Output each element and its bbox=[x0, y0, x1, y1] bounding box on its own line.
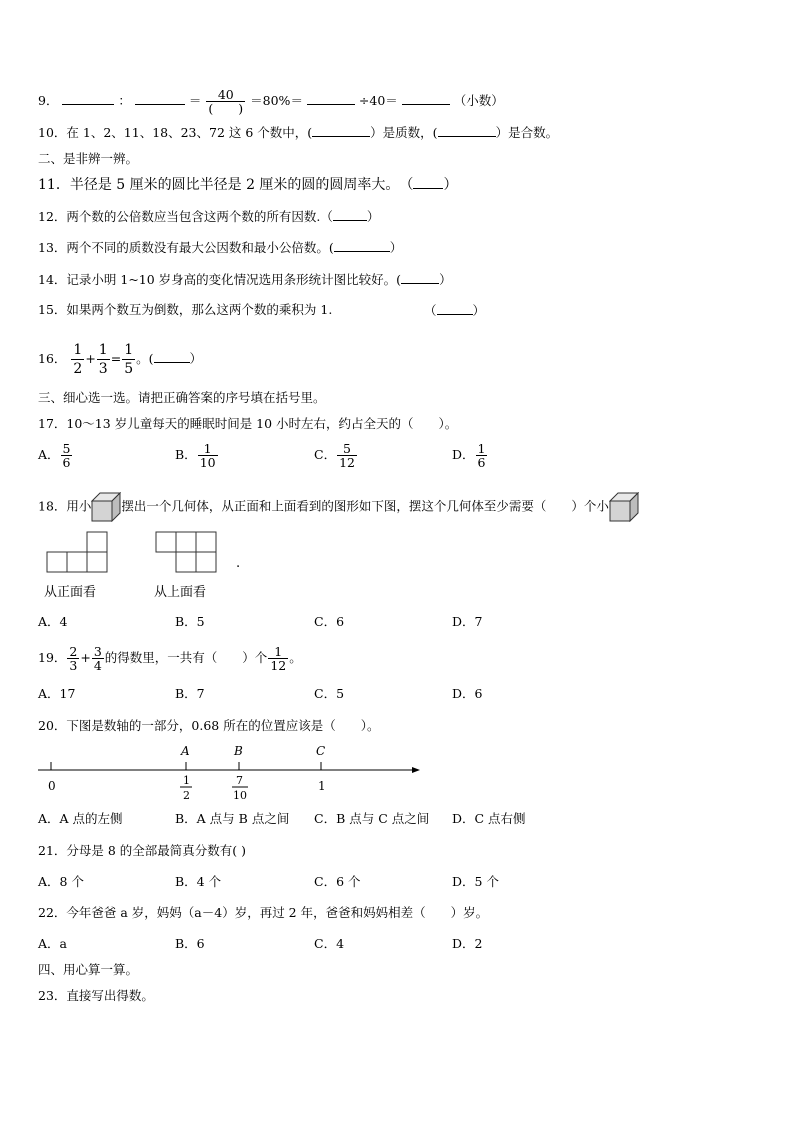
q9-equals: ＝ bbox=[188, 93, 202, 108]
small-cube-icon bbox=[91, 492, 121, 522]
q9-blank-3[interactable] bbox=[307, 92, 355, 105]
q19-plus: + bbox=[80, 650, 91, 665]
q19-frac-2 bbox=[92, 645, 104, 672]
q18-option-c[interactable]: C．6 bbox=[314, 614, 345, 629]
q18-option-b[interactable]: B．5 bbox=[175, 614, 205, 629]
label-half-den: 2 bbox=[183, 789, 190, 802]
q16-f1-num: 1 bbox=[73, 342, 83, 358]
q9-blank-4[interactable] bbox=[402, 92, 450, 105]
q16-frac-2 bbox=[97, 341, 110, 378]
front-view-caption: 从正面看 bbox=[44, 585, 97, 600]
q12-end: ） bbox=[366, 209, 380, 224]
q11-line bbox=[38, 176, 457, 193]
small-cube-icon bbox=[609, 492, 639, 522]
label-one: 1 bbox=[318, 779, 326, 793]
q19-f3-num: 1 bbox=[268, 645, 288, 659]
q23-question: 23．直接写出得数。 bbox=[38, 988, 154, 1003]
q18-option-a[interactable]: A．4 bbox=[38, 614, 68, 629]
q10-blank-2[interactable] bbox=[438, 124, 496, 137]
q17-b-frac bbox=[198, 442, 218, 469]
q17-question: 17．10～13 岁儿童每天的睡眠时间是 10 小时左右，约占全天的（ ）。 bbox=[38, 416, 458, 431]
q9-tail: （小数） bbox=[453, 93, 504, 108]
q16-f2-num: 1 bbox=[98, 342, 108, 358]
q19-option-a[interactable]: A．17 bbox=[38, 686, 76, 701]
q16-f2-den: 3 bbox=[98, 361, 108, 377]
q21-option-d[interactable]: D．5 个 bbox=[452, 874, 499, 889]
q15-paren: （ bbox=[424, 303, 437, 318]
q9-frac-num: 40 bbox=[206, 88, 245, 102]
q19-mid: 的得数里，一共有（ ）个 bbox=[104, 650, 268, 665]
q9-divide: ÷40＝ bbox=[358, 93, 398, 108]
q16-line bbox=[38, 336, 202, 382]
q16-f1-den: 2 bbox=[73, 361, 83, 377]
q17-a-label: A． bbox=[38, 447, 60, 462]
label-b-num: 7 bbox=[236, 774, 243, 787]
q10-mid: ）是质数，( bbox=[370, 125, 438, 140]
q17-option-b[interactable] bbox=[175, 442, 219, 469]
q17-b-label: B． bbox=[175, 447, 197, 462]
q17-d-num: 1 bbox=[477, 441, 486, 456]
q21-option-c[interactable]: C．6 个 bbox=[314, 874, 361, 889]
q17-c-den: 12 bbox=[339, 455, 355, 470]
label-zero: 0 bbox=[48, 779, 56, 793]
q17-d-label: D． bbox=[452, 447, 475, 462]
q9-fraction bbox=[206, 88, 245, 115]
q12-line bbox=[38, 208, 379, 225]
q10-end: ）是合数。 bbox=[495, 125, 559, 140]
q9-percent: ＝80%＝ bbox=[250, 93, 303, 108]
number-line-arrow bbox=[412, 767, 420, 773]
q12-text: 12．两个数的公倍数应当包含这两个数的所有因数.（ bbox=[38, 209, 333, 224]
q18-option-d[interactable]: D．7 bbox=[452, 614, 483, 629]
q9-frac-den[interactable]: ( ) bbox=[208, 101, 244, 116]
q14-line bbox=[38, 271, 452, 288]
front-view-figure bbox=[46, 531, 110, 573]
q19-f2-num: 3 bbox=[93, 644, 102, 659]
q10-line bbox=[38, 124, 558, 141]
q22-option-a[interactable]: A．a bbox=[38, 936, 67, 951]
q18-period: . bbox=[236, 556, 241, 571]
q11-text: 11．半径是 5 厘米的圆比半径是 2 厘米的圆的圆周率大。 （ bbox=[38, 177, 414, 193]
q20-option-d[interactable]: D．C 点右侧 bbox=[452, 811, 526, 826]
label-point-c: C bbox=[316, 744, 326, 758]
q20-question: 20．下图是数轴的一部分，0.68 所在的位置应该是（ ）。 bbox=[38, 718, 380, 733]
q11-blank[interactable] bbox=[413, 176, 443, 189]
q19-frac-1 bbox=[67, 645, 79, 672]
q16-dot: 。( bbox=[136, 351, 154, 366]
number-line bbox=[38, 740, 428, 804]
q22-option-b[interactable]: B．6 bbox=[175, 936, 205, 951]
q9-blank-2[interactable] bbox=[135, 92, 185, 105]
q15-blank[interactable] bbox=[437, 302, 473, 315]
q15-text: 15．如果两个数互为倒数，那么这两个数的乘积为 1. bbox=[38, 302, 333, 317]
section-3-heading: 三、细心选一选。请把正确答案的序号填在括号里。 bbox=[38, 390, 326, 405]
q19-f2-den: 4 bbox=[93, 658, 102, 673]
q22-question: 22．今年爸爸 a 岁，妈妈（a－4）岁，再过 2 年，爸爸和妈妈相差（ ）岁。 bbox=[38, 905, 489, 920]
q18-line bbox=[38, 492, 639, 522]
q16-frac-3 bbox=[122, 341, 135, 378]
q17-option-c[interactable] bbox=[314, 442, 358, 469]
q18-pre: 18．用小 bbox=[38, 498, 92, 514]
q13-text: 13．两个不同的质数没有最大公因数和最小公倍数。( bbox=[38, 240, 334, 255]
q9-number: 9． bbox=[38, 93, 59, 108]
q17-a-den: 6 bbox=[62, 455, 71, 470]
q22-option-c[interactable]: C．4 bbox=[314, 936, 345, 951]
q19-option-c[interactable]: C．5 bbox=[314, 686, 345, 701]
q10-blank-1[interactable] bbox=[312, 124, 370, 137]
top-view-figure bbox=[155, 531, 219, 573]
q19-f1-num: 2 bbox=[69, 644, 78, 659]
q19-line bbox=[38, 640, 302, 676]
label-b-den: 10 bbox=[233, 789, 247, 802]
q15-answer bbox=[424, 302, 485, 319]
q17-b-num: 1 bbox=[198, 442, 218, 456]
q9-blank-1[interactable] bbox=[62, 92, 114, 105]
q14-blank[interactable] bbox=[401, 271, 439, 284]
q10-text: 10．在 1、2、11、18、23、72 这 6 个数中，( bbox=[38, 125, 313, 140]
q22-option-d[interactable]: D．2 bbox=[452, 936, 483, 951]
q20-option-b[interactable]: B．A 点与 B 点之间 bbox=[175, 811, 290, 826]
q16-number: 16． bbox=[38, 351, 67, 366]
q16-end: ） bbox=[189, 351, 203, 366]
q17-a-frac bbox=[61, 442, 73, 469]
q14-end: ） bbox=[439, 272, 452, 287]
q18-mid: 摆出一个几何体，从正面和上面看到的图形如下图，摆这个几何体至少需要（ ）个小 bbox=[121, 498, 609, 514]
q15-line bbox=[38, 302, 332, 318]
label-point-a: A bbox=[181, 744, 190, 758]
q21-option-b[interactable]: B．4 个 bbox=[175, 874, 222, 889]
q17-c-num: 5 bbox=[337, 442, 357, 456]
q16-equals: = bbox=[110, 351, 122, 366]
section-2-heading: 二、是非辨一辨。 bbox=[38, 151, 139, 166]
q16-blank[interactable] bbox=[154, 350, 190, 363]
q17-c-label: C． bbox=[314, 447, 337, 462]
q19-number: 19． bbox=[38, 650, 67, 665]
label-half-num: 1 bbox=[183, 774, 190, 787]
q13-blank[interactable] bbox=[334, 239, 390, 252]
q15-end: ） bbox=[472, 303, 486, 318]
q12-blank[interactable] bbox=[333, 208, 367, 221]
q16-f3-den: 5 bbox=[124, 361, 134, 377]
top-view-caption: 从上面看 bbox=[154, 585, 207, 600]
q17-option-a[interactable] bbox=[38, 442, 73, 469]
q9-line bbox=[38, 88, 504, 115]
q17-b-den: 10 bbox=[199, 455, 216, 470]
section-4-heading: 四、用心算一算。 bbox=[38, 962, 139, 977]
q19-f1-den: 3 bbox=[69, 658, 78, 673]
q19-option-d[interactable]: D．6 bbox=[452, 686, 483, 701]
q20-option-c[interactable]: C．B 点与 C 点之间 bbox=[314, 811, 430, 826]
q20-option-a[interactable]: A．A 点的左侧 bbox=[38, 811, 123, 826]
q21-option-a[interactable]: A．8 个 bbox=[38, 874, 84, 889]
q19-f3-den: 12 bbox=[270, 658, 287, 673]
q17-c-frac bbox=[337, 442, 357, 469]
q9-colon: ： bbox=[118, 93, 131, 108]
q17-d-den: 6 bbox=[477, 455, 486, 470]
q21-question: 21．分母是 8 的全部最简真分数有( ) bbox=[38, 843, 247, 858]
q16-f3-num: 1 bbox=[124, 342, 134, 358]
q19-end: 。 bbox=[289, 650, 302, 665]
q13-line bbox=[38, 239, 402, 256]
q17-d-frac bbox=[476, 442, 488, 469]
q11-end: ） bbox=[443, 177, 458, 193]
q19-frac-3 bbox=[268, 645, 288, 672]
q13-end: ） bbox=[389, 240, 403, 255]
q17-option-d[interactable] bbox=[452, 442, 488, 469]
q19-option-b[interactable]: B．7 bbox=[175, 686, 205, 701]
q14-text: 14．记录小明 1~10 岁身高的变化情况选用条形统计图比较好。( bbox=[38, 272, 402, 287]
q17-a-num: 5 bbox=[62, 441, 71, 456]
q16-plus: + bbox=[85, 351, 96, 366]
label-point-b: B bbox=[234, 744, 243, 758]
q16-frac-1 bbox=[71, 341, 84, 378]
